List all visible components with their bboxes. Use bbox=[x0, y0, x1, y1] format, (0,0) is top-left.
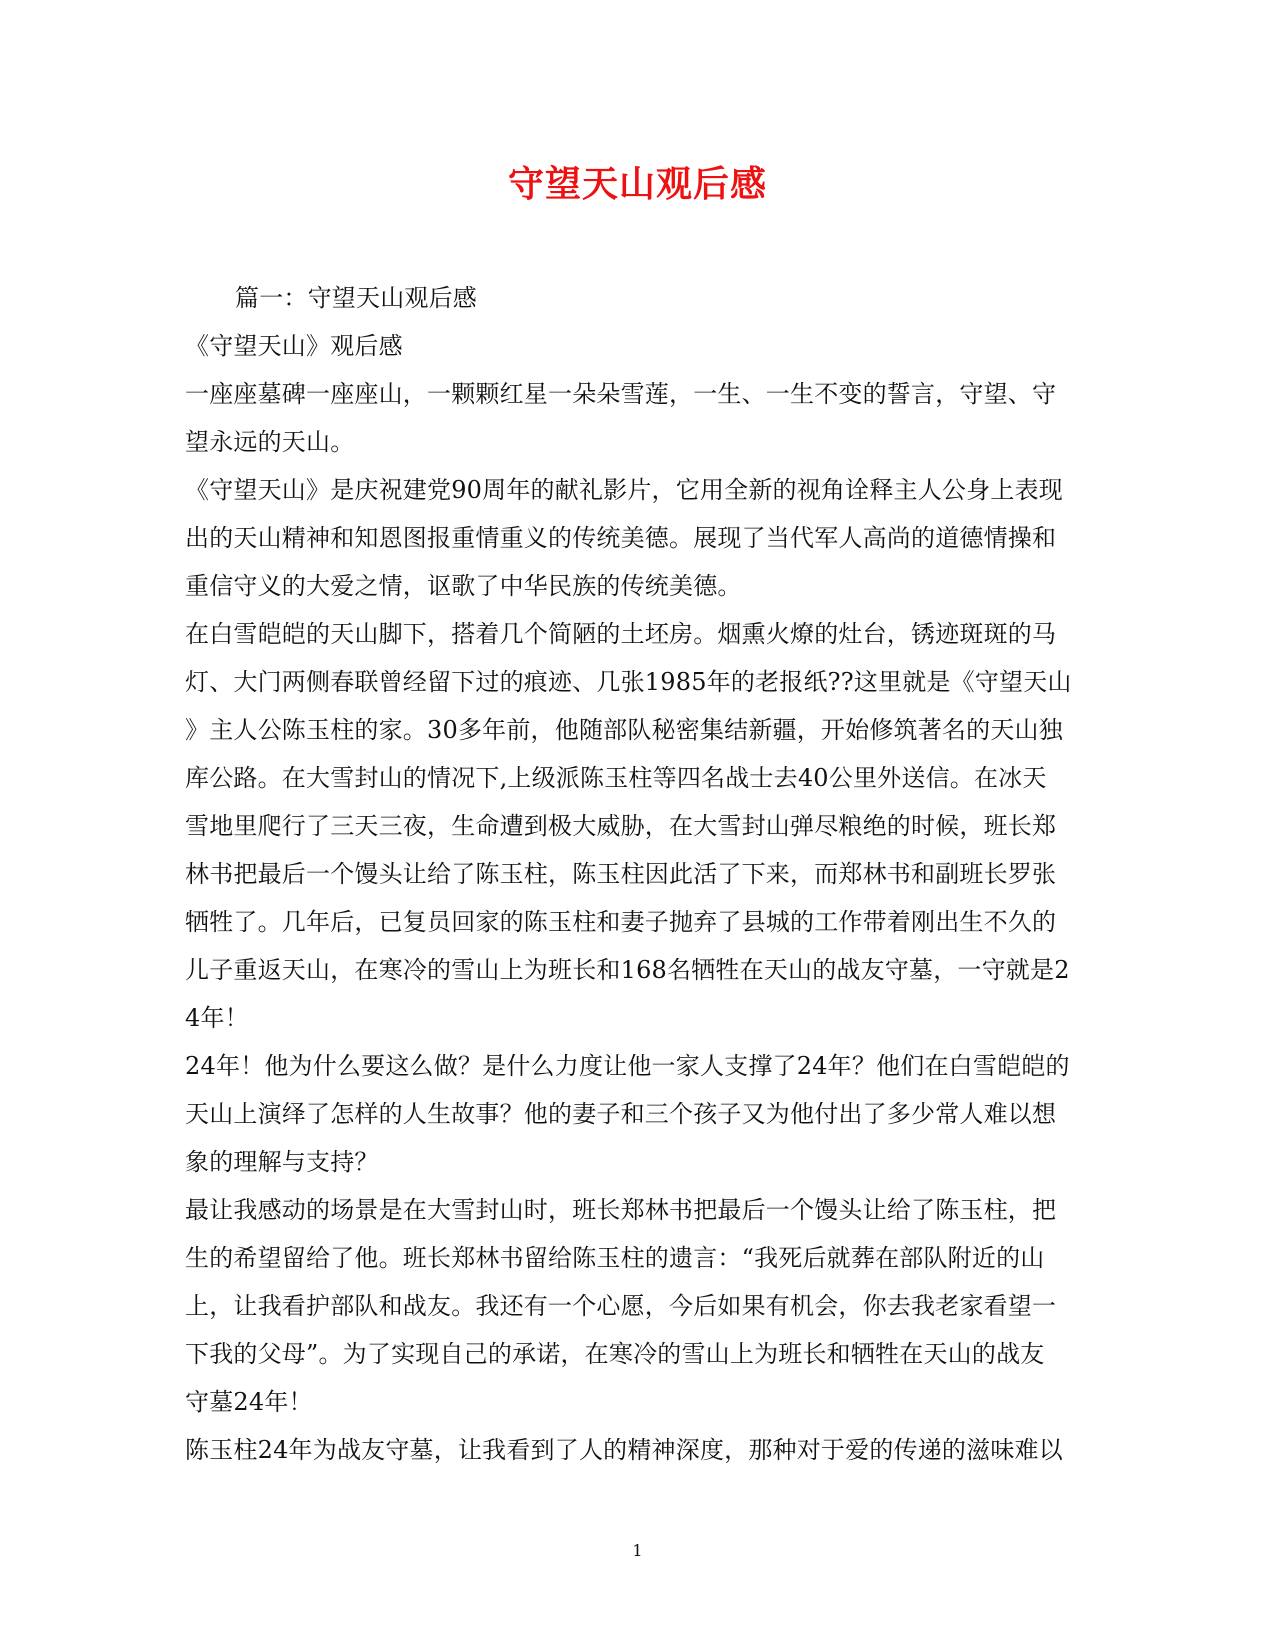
page-number: 1 bbox=[632, 1541, 643, 1560]
paragraph-line: 最让我感动的场景是在大雪封山时，班长郑林书把最后一个馒头让给了陈玉柱，把 bbox=[185, 1196, 1057, 1224]
paragraph-line: 林书把最后一个馒头让给了陈玉柱，陈玉柱因此活了下来，而郑林书和副班长罗张 bbox=[185, 860, 1057, 888]
paragraph-line: 上，让我看护部队和战友。我还有一个心愿，今后如果有机会，你去我老家看望一 bbox=[185, 1292, 1057, 1320]
paragraph-line: 库公路。在大雪封山的情况下,上级派陈玉柱等四名战士去40公里外送信。在冰天 bbox=[185, 764, 1047, 792]
paragraph-line: 陈玉柱24年为战友守墓，让我看到了人的精神深度，那种对于爱的传递的滋味难以 bbox=[185, 1436, 1063, 1464]
paragraph-line: 出的天山精神和知恩图报重情重义的传统美德。展现了当代军人高尚的道德情操和 bbox=[185, 524, 1057, 552]
section-heading: 篇一：守望天山观后感 bbox=[235, 284, 477, 312]
paragraph-line: 牺牲了。几年后，已复员回家的陈玉柱和妻子抛弃了县城的工作带着刚出生不久的 bbox=[185, 908, 1057, 936]
paragraph-line: 象的理解与支持？ bbox=[185, 1148, 379, 1176]
paragraph-line: 望永远的天山。 bbox=[185, 428, 355, 456]
paragraph-line: 雪地里爬行了三天三夜，生命遭到极大威胁，在大雪封山弹尽粮绝的时候，班长郑 bbox=[185, 812, 1057, 840]
paragraph-line: 《守望天山》是庆祝建党90周年的献礼影片，它用全新的视角诠释主人公身上表现 bbox=[185, 476, 1063, 504]
paragraph-line: 在白雪皑皑的天山脚下，搭着几个简陋的土坯房。烟熏火燎的灶台，锈迹斑斑的马 bbox=[185, 620, 1057, 648]
paragraph-line: 下我的父母”。为了实现自己的承诺，在寒冷的雪山上为班长和牺牲在天山的战友 bbox=[185, 1340, 1045, 1368]
paragraph-line: 天山上演绎了怎样的人生故事？他的妻子和三个孩子又为他付出了多少常人难以想 bbox=[185, 1100, 1057, 1128]
paragraph-line: 》主人公陈玉柱的家。30多年前，他随部队秘密集结新疆，开始修筑著名的天山独 bbox=[185, 716, 1063, 744]
document-body bbox=[185, 274, 1090, 1474]
subtitle-line: 《守望天山》观后感 bbox=[185, 332, 403, 360]
paragraph-line: 守墓24年！ bbox=[185, 1388, 313, 1416]
paragraph-line: 4年！ bbox=[185, 1004, 249, 1032]
paragraph-line: 重信守义的大爱之情，讴歌了中华民族的传统美德。 bbox=[185, 572, 742, 600]
document-title: 守望天山观后感 bbox=[507, 163, 767, 205]
paragraph-line: 灯、大门两侧春联曾经留下过的痕迹、几张1985年的老报纸??这里就是《守望天山 bbox=[185, 668, 1072, 696]
paragraph-line: 一座座墓碑一座座山，一颗颗红星一朵朵雪莲，一生、一生不变的誓言，守望、守 bbox=[185, 380, 1057, 408]
paragraph-line: 24年！他为什么要这么做？是什么力度让他一家人支撑了24年？他们在白雪皑皑的 bbox=[185, 1052, 1070, 1080]
paragraph-line: 生的希望留给了他。班长郑林书留给陈玉柱的遗言：“我死后就葬在部队附近的山 bbox=[185, 1244, 1045, 1272]
paragraph-line: 儿子重返天山，在寒冷的雪山上为班长和168名牺牲在天山的战友守墓，一守就是2 bbox=[185, 956, 1070, 984]
